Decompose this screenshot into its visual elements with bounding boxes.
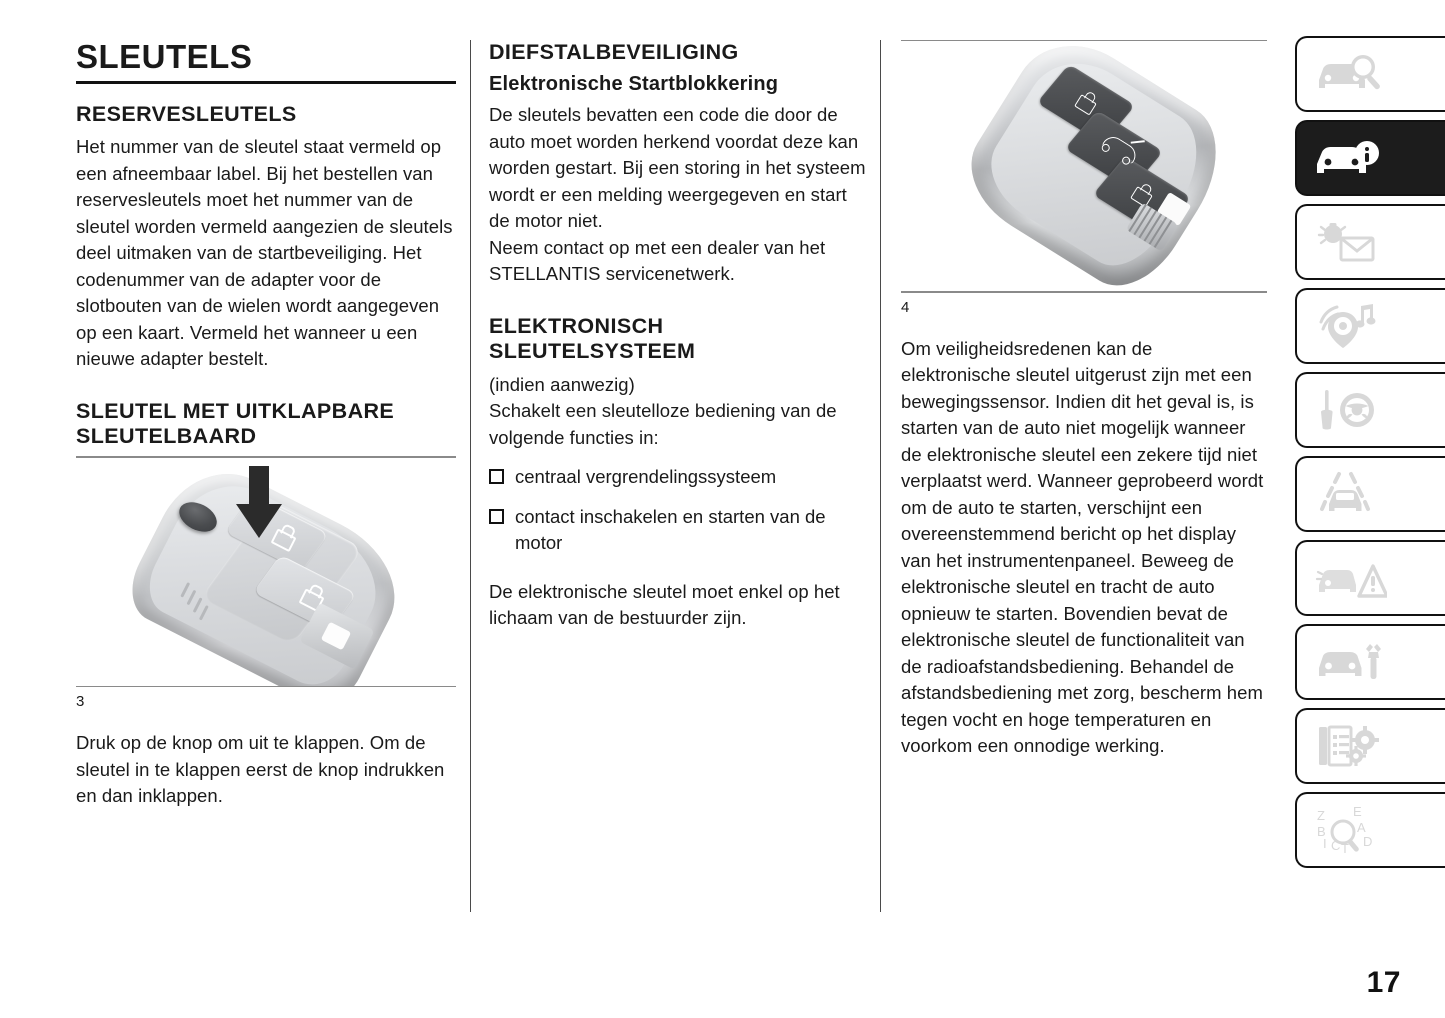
column-two (489, 40, 869, 632)
arrow-down-icon (236, 466, 282, 540)
figure-3 (76, 456, 456, 712)
sidebar-item-maintenance[interactable] (1295, 624, 1445, 700)
figure-4 (901, 40, 1267, 318)
flip-key-illustration (134, 466, 412, 681)
section-heading-diefstalbeveiliging: DIEFSTALBEVEILIGING (489, 40, 739, 64)
column-divider-1 (470, 40, 471, 912)
sidebar-item-vehicle-information[interactable] (1295, 120, 1445, 196)
figure-4-illustration (901, 41, 1267, 291)
sidebar-item-driver-assistance[interactable] (1295, 456, 1445, 532)
sidebar-item-emergency[interactable] (1295, 540, 1445, 616)
sidebar-item-technical-specifications[interactable] (1295, 708, 1445, 784)
sidebar-item-navigation-and-audio[interactable] (1295, 288, 1445, 364)
svg-text:E: E (1353, 806, 1362, 819)
figure-3-illustration (76, 458, 456, 686)
cube-bullet-icon (489, 469, 504, 484)
svg-text:C: C (1331, 838, 1341, 853)
car-magnifier-icon (1315, 50, 1387, 98)
page-title: SLEUTELS (76, 38, 253, 75)
section-heading-sleutel-met-uitklapbare-sleutelbaard: SLEUTEL MET UITKLAPBARE SLEUTELBAARD (76, 398, 395, 448)
svg-text:Z: Z (1317, 808, 1325, 823)
feature-list (489, 464, 869, 557)
sidebar-item-alphabetical-index[interactable] (1295, 792, 1445, 868)
section-body-sleutelsysteem: Schakelt een sleutelloze bediening van de volgende functies in: (489, 400, 837, 448)
alphabet-magnifier-icon (1315, 806, 1387, 854)
svg-text:A: A (1357, 820, 1366, 835)
lamp-envelope-icon (1315, 218, 1387, 266)
section-body-reservesleutels: Het nummer van de sleutel staat vermeld op een afneembaar label. Bij het bestellen van reservesleutels moet het nummer van de sleutel worden vermeld aangezien de sleutels deel uitmaken van de startbeveiliging. Het codenummer van de adapter voor de slotbouten van de wielen wordt aangegeven op een kaart. Vermeld het wanneer u een nieuwe adapter bestelt. (76, 136, 453, 369)
list-gears-icon (1315, 722, 1387, 770)
chapter-title-rule (76, 81, 456, 84)
figure-4-spacer (901, 318, 1267, 336)
sidebar-item-lights-and-messages[interactable] (1295, 204, 1445, 280)
figure-3-body-text: Druk op de knop om uit te klappen. Om de sleutel in te klappen eerst de knop indrukken en dan inklappen. (76, 732, 445, 806)
figure-3-spacer (76, 712, 456, 730)
svg-text:B: B (1317, 824, 1326, 839)
svg-text:D: D (1363, 834, 1373, 849)
column-three-body-text: Om veiligheidsredenen kan de elektronische sleutel uitgerust zijn met een bewegingssensor. Indien dit het geval is, is starten van de auto niet mogelijk wanneer de elektronische sleutel een zekere tijd niet verplaatst werd. Wanneer geprobeerd wordt om de auto te starten, verschijnt een overeenstemmend bericht op het display van het instrumentenpaneel. Beweeg de elektronische sleutel en tracht de auto opnieuw te starten. Bovendien bevat de elektronische sleutel de functionaliteit van de radioafstandsbediening. Behandel de afstandsbediening met zorg, bescherm hem tegen vocht en hoge temperaturen en voorkom een onnodige werking. (901, 337, 1264, 757)
column-divider-2 (880, 40, 881, 912)
subsection-heading-elektronische-startblokkering: Elektronische Startblokkering (489, 73, 779, 96)
svg-text:T: T (1341, 841, 1349, 854)
section-body-startblokkering-a: De sleutels bevatten een code die door de auto moet worden herkend voordat deze kan worden gestart. Bij een storing in het systeem wordt er een melding weergegeven en start de motor niet. (489, 104, 866, 232)
cube-bullet-icon (489, 509, 504, 524)
sidebar-item-dashboard-overview[interactable] (1295, 36, 1445, 112)
navigation-media-icon (1315, 302, 1387, 350)
car-lane-icon (1315, 470, 1387, 518)
list-item (489, 504, 869, 557)
car-wrench-icon (1315, 638, 1387, 686)
column-three (901, 40, 1267, 760)
section-heading-elektronisch-sleutelsysteem: ELEKTRONISCH SLEUTELSYSTEEM (489, 313, 696, 364)
figure-4-caption: 4 (901, 298, 910, 316)
section-body-sleutelsysteem-after: De elektronische sleutel moet enkel op het lichaam van de bestuurder zijn. (489, 580, 840, 629)
car-warning-triangle-icon (1315, 554, 1387, 602)
smart-key-illustration (963, 47, 1243, 287)
column-one (76, 40, 456, 810)
page-number: 17 (1366, 966, 1401, 999)
svg-text:I: I (1323, 836, 1327, 851)
section-heading-reservesleutels: RESERVESLEUTELS (76, 101, 297, 126)
car-info-icon (1315, 134, 1387, 182)
list-item-label: contact inschakelen en starten van de motor (515, 505, 826, 554)
section-note-indien-aanwezig: (indien aanwezig) (489, 373, 635, 395)
sidebar-item-driving-controls[interactable] (1295, 372, 1445, 448)
list-spacer (489, 570, 869, 579)
section-body-startblokkering-b: Neem contact op met een dealer van het STELLANTIS servicenetwerk. (489, 236, 826, 285)
figure-3-caption: 3 (76, 693, 85, 710)
list-item (489, 464, 869, 491)
chapter-tab-rail (1295, 36, 1445, 876)
gearshift-steering-icon (1315, 386, 1387, 434)
list-item-label: centraal vergrendelingssysteem (515, 466, 777, 488)
